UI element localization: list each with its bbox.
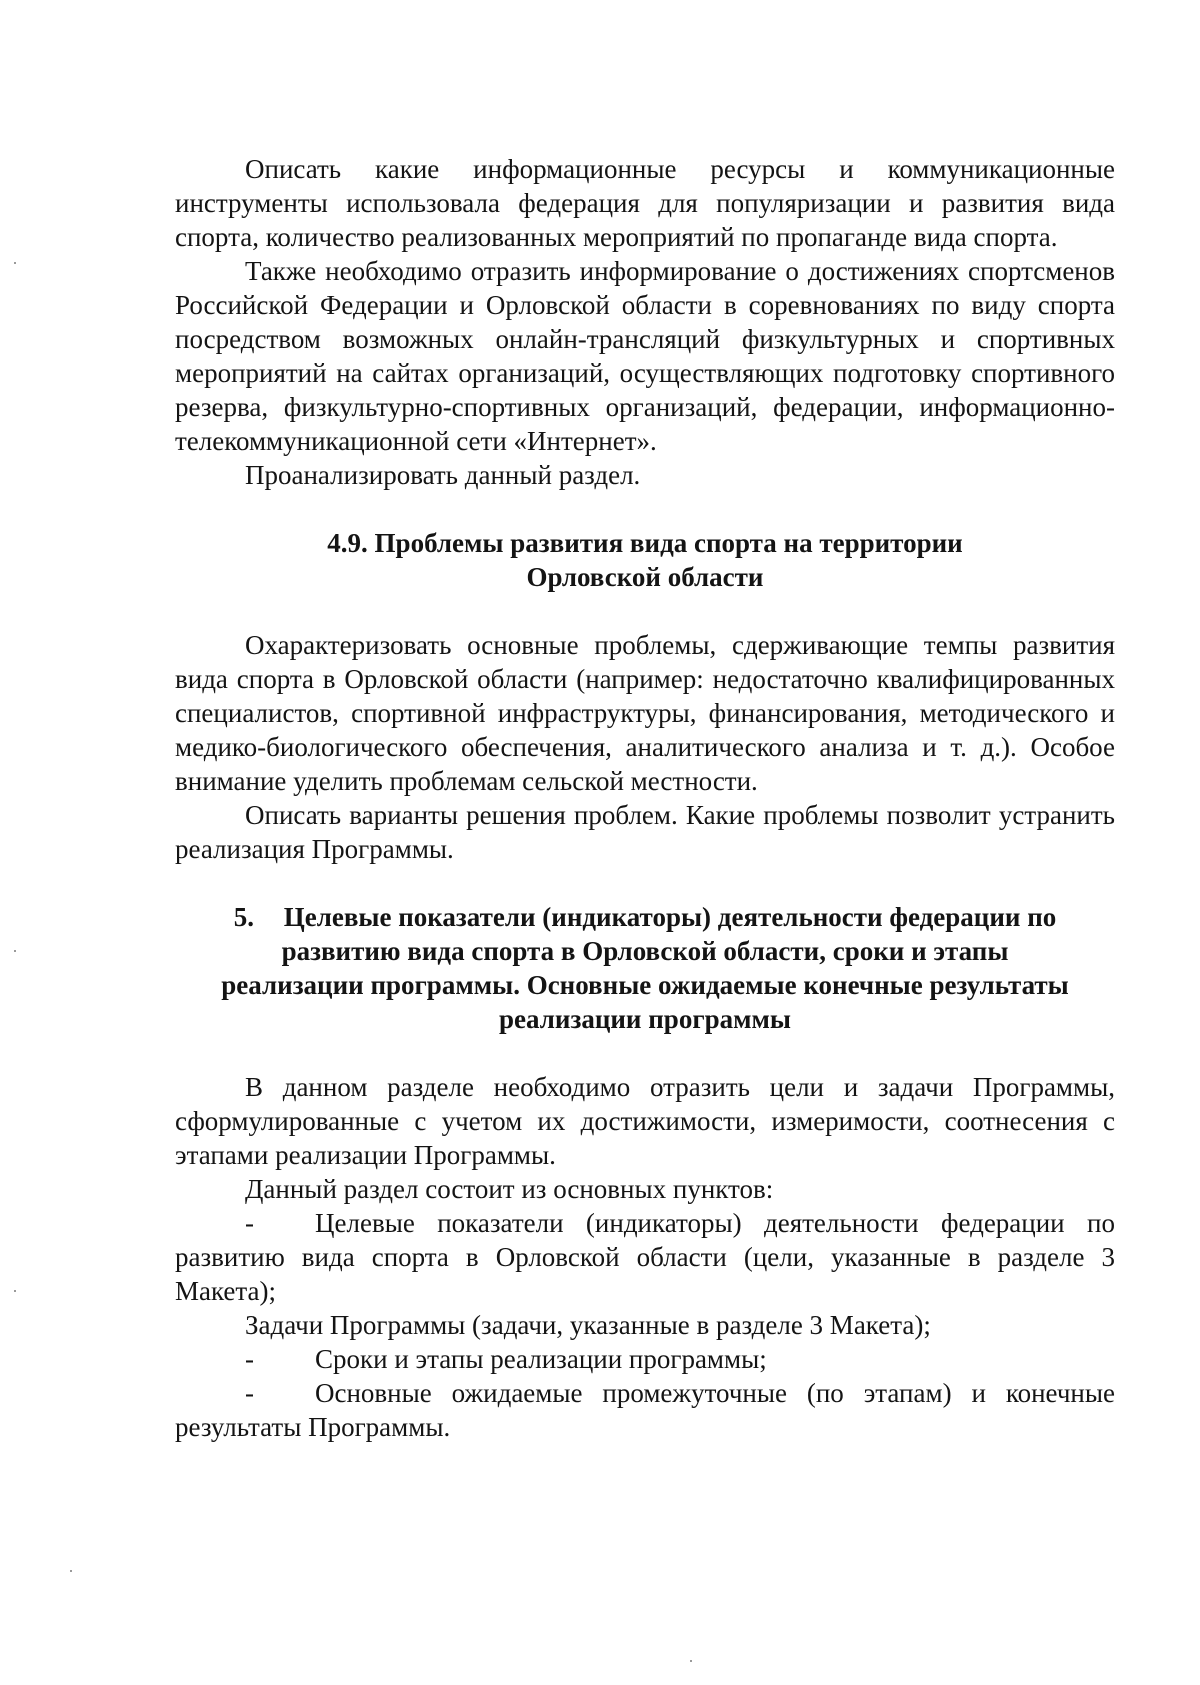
list-item (175, 1206, 1115, 1308)
paragraph-section-5-intro: В данном разделе необходимо отразить цели и задачи Программы, сформулированные с учетом их достижимости, измеримости, соотнесения с этапами реализации Программы. (175, 1072, 1115, 1170)
list-item (175, 1376, 1115, 1444)
list-dash: - (245, 1344, 254, 1374)
section-5-heading-text: Целевые показатели (индикаторы) деятельности федерации по развитию вида спорта в Орловской области, сроки и этапы реализации программы. Основные ожидаемые конечные результаты реализации программы (221, 902, 1069, 1034)
section-5-heading (175, 900, 1115, 1036)
paragraph-problems: Охарактеризовать основные проблемы, сдерживающие темпы развития вида спорта в Орловской области (например: недостаточно квалифицированных специалистов, спортивной инфраструктуры, финансирования, методического и медико-биологического обеспечения, аналитического анализа и т. д.). Особое внимание уделить проблемам сельской местности. (175, 630, 1115, 796)
list-item-text: Целевые показатели (индикаторы) деятельности федерации по развитию вида спорта в Орловской области (цели, указанные в разделе 3 Макета); (175, 1208, 1115, 1306)
paragraph-info-resources: Описать какие информационные ресурсы и коммуникационные инструменты использовала федерация для популяризации и развития вида спорта, количество реализованных мероприятий по пропаганде вида спорта. (175, 154, 1115, 252)
document-page (175, 152, 1115, 1444)
list-item-text: Основные ожидаемые промежуточные (по этапам) и конечные результаты Программы. (175, 1378, 1115, 1442)
scan-speck (14, 262, 16, 264)
section-4-9-heading-line2: Орловской области (526, 562, 764, 592)
paragraph-list-intro: Данный раздел состоит из основных пунктов: (245, 1174, 774, 1204)
paragraph-solutions: Описать варианты решения проблем. Какие проблемы позволит устранить реализация Программы. (175, 800, 1115, 864)
list-item (175, 1308, 1115, 1342)
scan-speck (690, 1660, 692, 1662)
list-item-text: Задачи Программы (задачи, указанные в разделе 3 Макета); (245, 1310, 931, 1340)
scan-speck (70, 1570, 72, 1572)
scan-speck (14, 1290, 16, 1292)
section-5-number: 5. (233, 902, 254, 932)
list-item (175, 1342, 1115, 1376)
section-4-9-heading (175, 526, 1115, 594)
paragraph-analyze-section: Проанализировать данный раздел. (245, 460, 641, 490)
section-4-9-heading-line1: 4.9. Проблемы развития вида спорта на территории (327, 528, 963, 558)
list-item-text: Сроки и этапы реализации программы; (315, 1344, 767, 1374)
list-dash: - (245, 1208, 254, 1238)
paragraph-athlete-achievements: Также необходимо отразить информирование о достижениях спортсменов Российской Федерации и Орловской области в соревнованиях по виду спорта посредством возможных онлайн-трансляций физкультурных и спортивных мероприятий на сайтах организаций, осуществляющих подготовку спортивного резерва, физкультурно-спортивных организаций, федерации, информационно-телекоммуникационной сети «Интернет». (175, 256, 1115, 456)
list-dash: - (245, 1378, 254, 1408)
scan-speck (14, 950, 16, 952)
